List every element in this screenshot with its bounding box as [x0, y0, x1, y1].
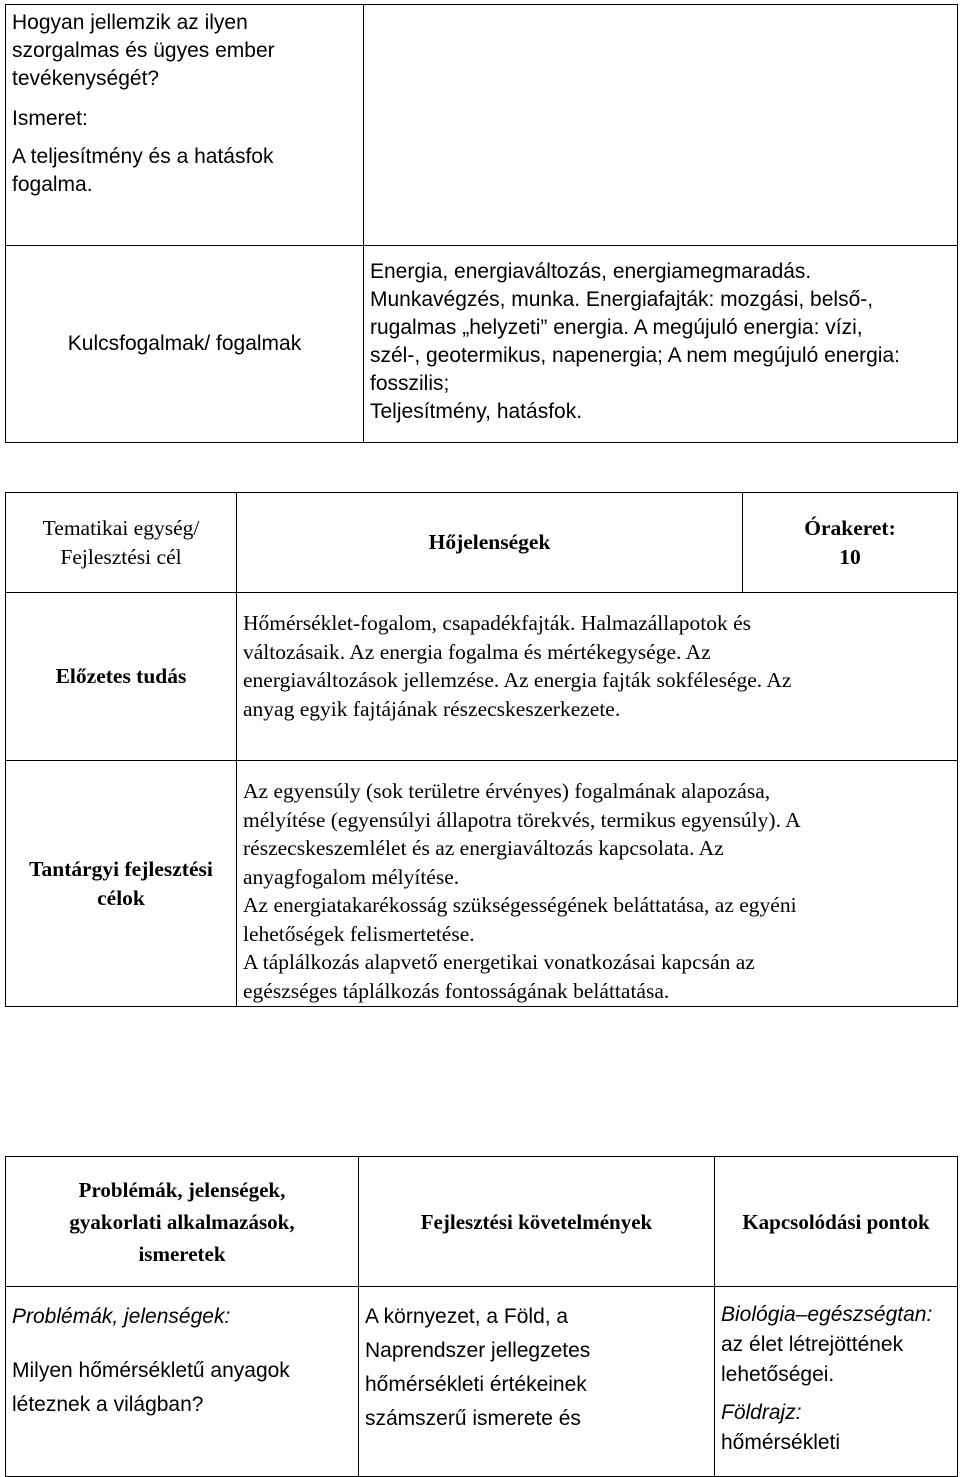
concept-line: Energia, energiaváltozás, energiamegmaradás.	[370, 260, 812, 283]
concept-line: Munkavégzés, munka. Energiafajták: mozgási, belső-,	[370, 288, 874, 311]
problemak-header-line: ismeretek	[138, 1241, 226, 1266]
orakeret-label: Órakeret:	[804, 516, 896, 540]
celok-line: anyagfogalom mélyítése.	[243, 864, 460, 889]
kapcsolodasi-cell	[715, 1287, 958, 1477]
problemak-header-line: gyakorlati alkalmazások,	[69, 1209, 295, 1234]
orakeret-value: 10	[839, 544, 861, 569]
orakeret-cell	[743, 493, 958, 593]
celok-line: mélyítése (egyensúlyi állapotra törekvés, termikus egyensúly). A	[243, 807, 801, 832]
question-row	[6, 5, 958, 246]
kovetelmeny-line: A környezet, a Föld, a	[365, 1305, 569, 1328]
kovetelmeny-line: Naprendszer jellegzetes	[365, 1339, 591, 1362]
celok-line: lehetőségek felismertetése.	[243, 921, 475, 946]
topic-header-row	[6, 493, 958, 593]
concept-line: rugalmas „helyzeti” energia. A megújuló energia: vízi,	[370, 316, 863, 339]
problemak-line: Milyen hőmérsékletű anyagok	[12, 1359, 290, 1382]
requirements-header-row	[6, 1157, 958, 1287]
problemak-line: léteznek a világban?	[12, 1393, 204, 1416]
kovetelmenyek-cell	[359, 1287, 715, 1477]
problemak-label: Problémák, jelenségek:	[12, 1305, 231, 1328]
fejlesztesi-kovetelmenyek-header: Fejlesztési követelmények	[359, 1157, 715, 1287]
elozetes-tudas-row	[6, 593, 958, 761]
kulcsfogalmak-label: Kulcsfogalmak/ fogalmak	[6, 246, 364, 443]
key-concepts-table	[5, 4, 958, 443]
question-line: szorgalmas és ügyes ember	[12, 39, 275, 62]
topic-title: Hőjelenségek	[237, 493, 743, 593]
celok-line: részecskeszemlélet és az energiaváltozás kapcsolata. Az	[243, 836, 724, 860]
foldrajz-label: Földrajz:	[721, 1401, 802, 1424]
ismeret-label: Ismeret:	[12, 107, 88, 130]
foldrajz-line: hőmérsékleti	[721, 1431, 841, 1454]
elozetes-line: anyag egyik fajtájának részecskeszerkezete.	[243, 696, 621, 721]
ismeret-line: fogalma.	[12, 173, 93, 196]
kovetelmeny-line: számszerű ismerete és	[365, 1407, 581, 1430]
question-cell	[6, 5, 364, 246]
concept-line: fosszilis;	[370, 372, 450, 395]
biologia-line: az élet létrejöttének	[721, 1333, 904, 1356]
empty-cell	[364, 5, 958, 246]
kapcsolodasi-pontok-header: Kapcsolódási pontok	[715, 1157, 958, 1287]
tematikai-line: Fejlesztési cél	[60, 544, 182, 569]
topic-table	[5, 492, 958, 1007]
fejlesztesi-celok-label	[6, 761, 237, 1007]
question-line: Hogyan jellemzik az ilyen	[12, 11, 248, 34]
fejlesztesi-celok-row	[6, 761, 958, 1007]
problemak-header	[6, 1157, 359, 1287]
concept-line: szél-, geotermikus, napenergia; A nem megújuló energia:	[370, 344, 900, 367]
elozetes-line: energiaváltozások jellemzése. Az energia fajták sokfélesége. Az	[243, 668, 792, 692]
biologia-line: lehetőségei.	[721, 1363, 835, 1386]
tematikai-egyseg-cell	[6, 493, 237, 593]
kulcsfogalmak-content	[364, 246, 958, 443]
fejlesztesi-celok-content	[237, 761, 958, 1007]
celok-label-line: Tantárgyi fejlesztési	[29, 857, 213, 881]
celok-line: Az egyensúly (sok területre érvényes) fogalmának alapozása,	[243, 779, 771, 803]
requirements-content-row	[6, 1287, 958, 1477]
elozetes-line: Hőmérséklet-fogalom, csapadékfajták. Halmazállapotok és	[243, 611, 752, 635]
ismeret-line: A teljesítmény és a hatásfok	[12, 145, 274, 168]
elozetes-tudas-content	[237, 593, 958, 761]
kulcsfogalmak-row	[6, 246, 958, 443]
celok-line: egészséges táplálkozás fontosságának beláttatása.	[243, 978, 670, 1003]
celok-line: A táplálkozás alapvető energetikai vonatkozásai kapcsán az	[243, 950, 755, 974]
concept-line: Teljesítmény, hatásfok.	[370, 400, 583, 423]
celok-line: Az energiatakarékosság szükségességének beláttatása, az egyéni	[243, 893, 797, 917]
biologia-label: Biológia–egészségtan:	[721, 1303, 933, 1326]
problemak-cell	[6, 1287, 359, 1477]
elozetes-tudas-label: Előzetes tudás	[6, 593, 237, 761]
elozetes-line: változásaik. Az energia fogalma és mértékegysége. Az	[243, 639, 711, 664]
kovetelmeny-line: hőmérsékleti értékeinek	[365, 1373, 587, 1396]
problemak-header-line: Problémák, jelenségek,	[78, 1177, 286, 1202]
requirements-table	[5, 1156, 958, 1477]
celok-label-line: célok	[97, 885, 145, 910]
question-line: tevékenységét?	[12, 67, 160, 90]
tematikai-line: Tematikai egység/	[42, 516, 200, 540]
